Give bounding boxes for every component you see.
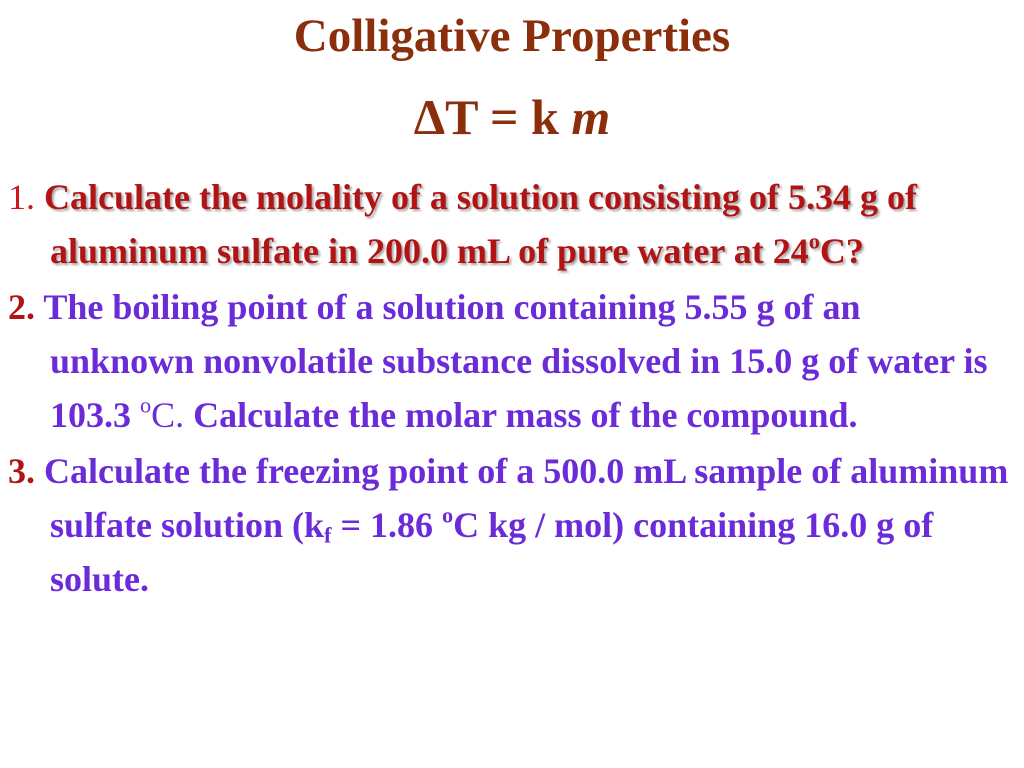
slide-title: Colligative Properties xyxy=(293,10,731,62)
problem-number: 1. xyxy=(8,177,35,217)
problem-list xyxy=(8,170,1012,606)
problem-text-part: C? xyxy=(819,231,864,271)
subscript-f: f xyxy=(324,522,332,548)
problem-3 xyxy=(8,444,1012,606)
delta-symbol: Δ xyxy=(413,89,446,145)
problem-text xyxy=(44,177,917,271)
equation-text: T = k xyxy=(445,89,572,145)
problem-text xyxy=(44,451,1008,599)
problem-number: 3. xyxy=(8,451,35,491)
problem-text-part: C kg / mol) containing 16.0 g of solute. xyxy=(50,505,934,599)
degree-superscript: o xyxy=(808,228,820,254)
problem-1 xyxy=(8,170,1012,278)
problem-number: 2. xyxy=(8,287,35,327)
problem-2 xyxy=(8,280,1012,442)
problem-text-part: Calculate the freezing point of a 500.0 mL sample of aluminum sulfate solution (k xyxy=(44,451,1009,545)
problem-text-part: Calculate the molar mass of the compound. xyxy=(184,395,858,435)
problem-text-part: = 1.86 xyxy=(331,505,442,545)
unit-text: C. xyxy=(151,395,185,435)
equation-molality: m xyxy=(571,89,611,145)
degree-superscript: o xyxy=(442,502,454,528)
problem-text xyxy=(43,287,987,435)
problem-text-part: Calculate the molality of a solution consisting of 5.34 g of aluminum sulfate in 200.0 mL of pure water at 24 xyxy=(44,177,917,271)
equation-title xyxy=(0,89,1024,145)
degree-superscript: o xyxy=(140,392,152,418)
problem-text-part: The boiling point of a solution containing 5.55 g of an unknown nonvolatile substance dissolved in 15.0 g of water is 103.3 xyxy=(43,287,988,435)
